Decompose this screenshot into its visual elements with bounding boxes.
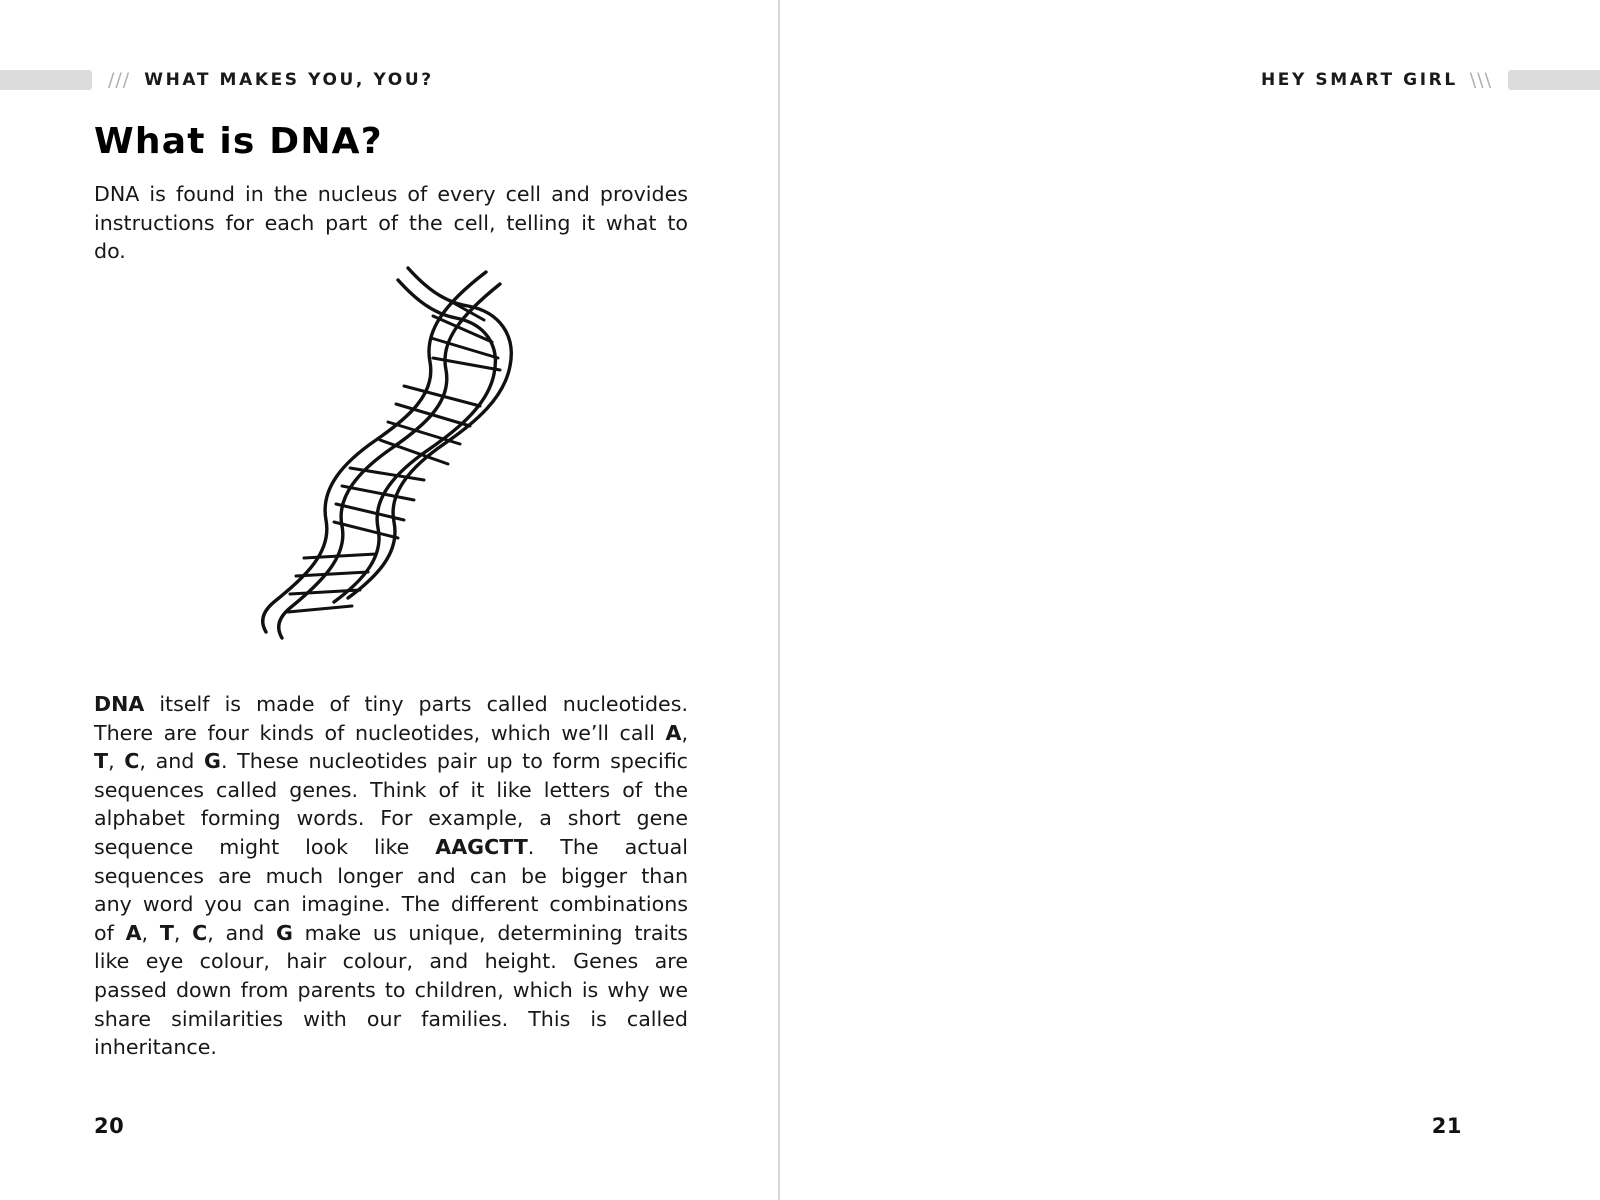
- left-page-title: What is DNA?: [94, 121, 383, 162]
- dna-double-helix-icon: [248, 258, 528, 658]
- right-page: [779, 0, 1600, 1200]
- slash-decoration-icon: \\\: [1469, 69, 1492, 91]
- left-main-paragraph-block: [94, 690, 688, 1062]
- running-header-right: [1261, 62, 1600, 98]
- page-number-left: 20: [94, 1114, 125, 1138]
- left-intro-paragraph-block: [94, 180, 688, 266]
- header-tab-bar-right: [1508, 70, 1600, 90]
- left-main-paragraph: DNA itself is made of tiny parts called nucleotides. There are four kinds of nucleotides, which we’ll call A, T, C, and G. These nucleotides pair up to form specific sequences called genes. Think of it like letters of the alphabet forming words. For example, a short gene sequence might look like AAGCTT. The actual sequences are much longer and can be bigger than any word you can imagine. The different combinations of A, T, C, and G make us unique, determining traits like eye colour, hair colour, and height. Genes are passed down from parents to children, which is why we share similarities with our families. This is called inheritance.: [94, 692, 688, 1060]
- running-header-right-text: HEY SMART GIRL: [1260, 70, 1458, 90]
- page-gutter-divider: [778, 0, 780, 1200]
- running-header-left-text: WHAT MAKES YOU, YOU?: [144, 70, 434, 90]
- running-header-left: [0, 62, 434, 98]
- left-intro-paragraph: DNA is found in the nucleus of every cell and provides instructions for each part of the cell, telling it what to do.: [94, 182, 688, 264]
- header-tab-bar-left: [0, 70, 92, 90]
- slash-decoration-icon: ///: [108, 69, 131, 91]
- left-page: [0, 0, 779, 1200]
- page-number-right: 21: [1431, 1114, 1462, 1138]
